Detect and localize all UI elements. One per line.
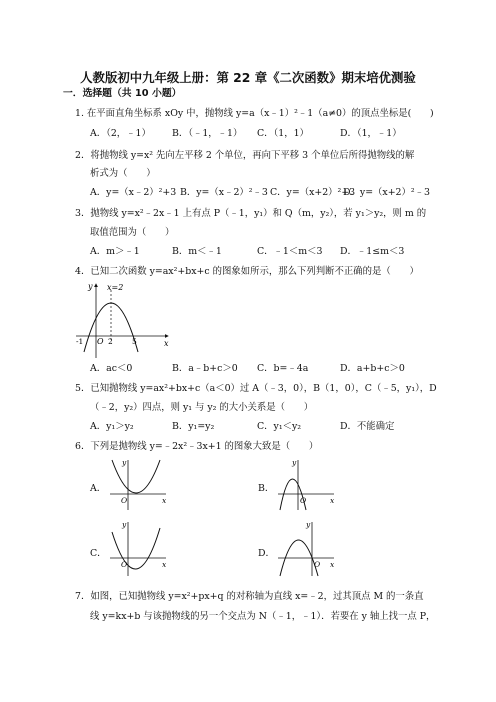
section-heading: 一．选择题（共 10 小题）	[63, 88, 182, 99]
q6-option-d: D．	[258, 548, 275, 559]
q1-option-a: A．（2，﹣1）	[90, 128, 151, 139]
parabola-curve	[112, 460, 160, 493]
q6-graph-c	[108, 518, 170, 578]
parabola-curve	[280, 479, 306, 510]
y-axis-label: y	[122, 458, 127, 467]
origin-label: O	[121, 560, 128, 569]
y-axis-label: y	[306, 520, 311, 529]
q2-option-d: D．y=（x+2）²﹣3	[343, 187, 430, 198]
x-axis-label: x	[164, 339, 169, 348]
q7-stem-line1: 7．如图，已知抛物线 y=x²+px+q 的对称轴为直线 x=﹣2，过其顶点 M 的一条直	[75, 591, 424, 602]
q3-stem-line2: 取值范围为（ ）	[90, 227, 175, 238]
q5-option-c: C．y₁＜y₂	[257, 421, 302, 432]
x-axis-label: x	[162, 496, 167, 505]
y-axis-label: y	[292, 458, 297, 467]
q4-option-d: D．a+b+c＞0	[340, 363, 405, 374]
q7-stem-line2: 线 y=kx+b 与该抛物线的另一个交点为 N（﹣1，﹣1）．若要在 y 轴上找一点 P，	[90, 611, 436, 622]
q1-option-b: B．（﹣1，﹣1）	[172, 128, 243, 139]
q2-option-a: A．y=（x﹣2）²+3	[90, 187, 177, 198]
q2-option-b: B．y=（x﹣2）²﹣3	[180, 187, 268, 198]
q6-graph-b	[276, 456, 338, 512]
q2-stem-line1: 2．将抛物线 y=x² 先向左平移 2 个单位，再向下平移 3 个单位后所得抛物线的解	[75, 150, 415, 161]
q2-option-c: C．y=（x+2）²+3	[270, 187, 356, 198]
q6-option-c: C．	[90, 548, 107, 559]
y-axis-label: y	[122, 520, 127, 529]
q2-stem-line2: 析式为（ ）	[90, 168, 156, 179]
q5-option-a: A．y₁＞y₂	[90, 421, 134, 432]
origin-label: O	[300, 496, 307, 505]
q4-option-b: B．a﹣b+c＞0	[172, 363, 238, 374]
q3-option-d: D．﹣1≤m＜3	[340, 246, 405, 257]
origin-label: O	[121, 496, 128, 505]
q4-option-a: A．ac＜0	[90, 363, 133, 374]
q1-option-c: C．（1，1）	[257, 128, 309, 139]
q5-option-d: D．不能确定	[340, 421, 395, 432]
q1-option-d: D．（1，﹣1）	[340, 128, 402, 139]
q6-stem: 6．下列是抛物线 y=﹣2x²﹣3x+1 的图象大致是（ ）	[75, 441, 319, 452]
y-axis-label: y	[88, 282, 93, 291]
tick-neg1: -1	[76, 337, 84, 346]
q3-option-c: C．﹣1＜m＜3	[257, 246, 323, 257]
x-axis-label: x	[330, 560, 335, 569]
q3-stem-line1: 3．抛物线 y=x²﹣2x﹣1 上有点 P（﹣1，y₁）和 Q（m，y₂），若 y₁＞y₂，则 m 的	[75, 208, 427, 219]
q4-stem: 4．已知二次函数 y=ax²+bx+c 的图象如所示，那么下列判断不正确的是（ ）	[75, 266, 419, 277]
tick-2: 2	[108, 337, 113, 346]
q4-option-c: C．b=﹣4a	[257, 363, 309, 374]
q3-option-a: A．m＞﹣1	[90, 246, 140, 257]
q5-option-b: B．y₁=y₂	[172, 421, 215, 432]
page-title: 人教版初中九年级上册：第 22 章《二次函数》期末培优测验	[80, 70, 416, 85]
q6-option-b: B．	[258, 483, 275, 494]
x-axis-label: x	[162, 560, 167, 569]
parabola-curve	[112, 528, 160, 569]
symmetry-axis-label: x=2	[107, 283, 124, 292]
origin-label: O	[97, 337, 104, 346]
q3-option-b: B．m＜﹣1	[172, 246, 222, 257]
q6-option-a: A．	[90, 483, 107, 494]
tick-5: 5	[132, 337, 137, 346]
q5-stem-line2: （﹣2，y₂）四点，则 y₁ 与 y₂ 的大小关系是（ ）	[90, 402, 314, 413]
x-axis-label: x	[330, 496, 335, 505]
origin-label: O	[314, 560, 321, 569]
q6-graph-d	[276, 518, 338, 578]
q6-graph-a	[108, 456, 170, 512]
q4-parabola-graph	[74, 280, 174, 360]
q1-stem: 1. 在平面直角坐标系 xOy 中，抛物线 y=a（x﹣1）²﹣1（a≠0）的顶点坐标是( )	[75, 108, 434, 119]
q5-stem-line1: 5．已知抛物线 y=ax²+bx+c（a＜0）过 A（﹣3，0），B（1，0），C（﹣5，y₁），D	[75, 383, 437, 394]
